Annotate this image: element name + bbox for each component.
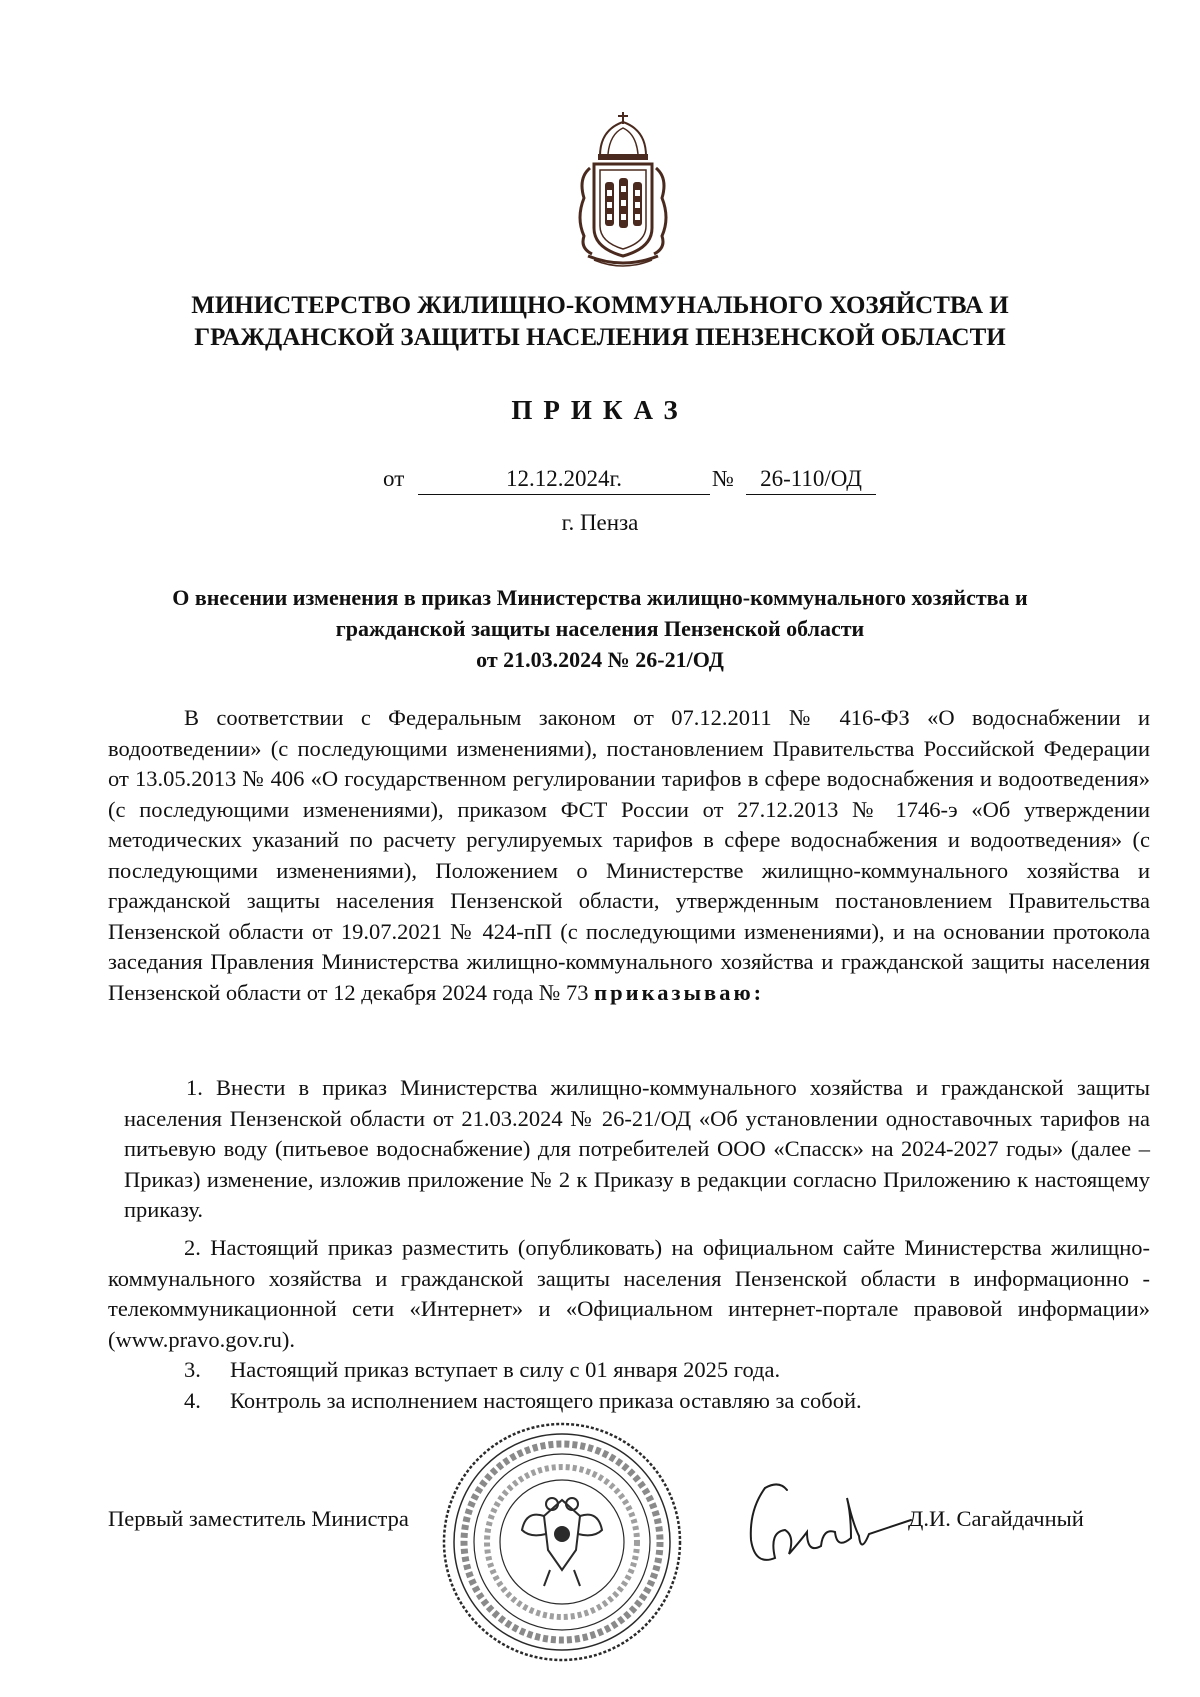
list-item <box>108 1355 1150 1386</box>
ministry-name-line2: ГРАЖДАНСКОЙ ЗАЩИТЫ НАСЕЛЕНИЯ ПЕНЗЕНСКОЙ ОБЛАСТИ <box>194 324 1006 351</box>
signatory-name: Д.И. Сагайдачный <box>908 1506 1084 1531</box>
ministry-name <box>0 290 1200 354</box>
item-number: 3. <box>184 1357 201 1382</box>
preamble-text: В соответствии с Федеральным законом от 07.12.2011 № 416-ФЗ «О водоснабжении и водоотведении» (с последующими изменениями), постановлением Правительства Российской Федерации от 13.05.2013 № 406 «О государственном регулировании тарифов в сфере водоснабжения и водоотведения» (с последующими изменениями), приказом ФСТ России от 27.12.2013 № 1746-э «Об утверждении методических указаний по расчету регулируемых тарифов в сфере водоснабжения и водоотведения» (с последующими изменениями), Положением о Министерстве жилищно-коммунального хозяйства и гражданской защиты населения Пензенской области, утвержденным постановлением Правительства Пензенской области от 19.07.2021 № 424-пП (с последующими изменениями), и на основании протокола заседания Правления Министерства жилищно-коммунального хозяйства и гражданской защиты населения Пензенской области от 12 декабря 2024 года № 73 <box>108 705 1150 1005</box>
order-date: 12.12.2024г. <box>418 466 710 495</box>
official-seal-stamp <box>440 1420 685 1665</box>
heading-line1: О внесении изменения в приказ Министерства жилищно-коммунального хозяйства и <box>172 585 1028 610</box>
item-text: Настоящий приказ разместить (опубликовать) на официальном сайте Министерства жилищно-коммунального хозяйства и гражданской защиты населения Пензенской области в информационно - телекоммуникационной сети «Интернет» и «Официальном интернет-портале правовой информации» (www.pravo.gov.ru). <box>108 1235 1151 1352</box>
item-text: Внести в приказ Министерства жилищно-коммунального хозяйства и гражданской защиты населения Пензенской области от 21.03.2024 № 26-21/ОД «Об установлении одноставочных тарифов на питьевую воду (питьевое водоснабжение) для потребителей ООО «Спасск» на 2024-2027 годы» (далее – Приказ) изменение, изложив приложение № 2 к Приказу в редакции согласно Приложению к настоящему приказу. <box>124 1075 1151 1222</box>
item-number: 1. <box>186 1075 203 1100</box>
list-item <box>108 1233 1150 1355</box>
item-text: Контроль за исполнением настоящего приказа оставляю за собой. <box>230 1388 862 1413</box>
city-name: г. Пенза <box>561 510 639 535</box>
coat-of-arms-emblem <box>570 108 676 268</box>
order-heading <box>100 582 1100 675</box>
heading-line3: от 21.03.2024 № 26-21/ОД <box>476 647 724 672</box>
handwritten-signature <box>735 1470 915 1580</box>
item-number: 4. <box>184 1388 201 1413</box>
preamble-paragraph <box>108 703 1150 1008</box>
order-number: 26-110/ОД <box>746 466 876 495</box>
list-item <box>124 1073 1150 1226</box>
item-text: Настоящий приказ вступает в силу с 01 января 2025 года. <box>230 1357 781 1382</box>
date-label: от <box>383 466 405 491</box>
heading-line2: гражданской защиты населения Пензенской области <box>335 616 865 641</box>
list-item <box>108 1386 1150 1417</box>
ministry-name-line1: МИНИСТЕРСТВО ЖИЛИЩНО-КОММУНАЛЬНОГО ХОЗЯЙСТВА И <box>191 292 1009 319</box>
number-label: № <box>712 466 734 491</box>
directive-word: приказываю: <box>594 979 765 1005</box>
item-number: 2. <box>184 1235 201 1260</box>
document-type-title: ПРИКАЗ <box>511 395 689 425</box>
signatory-role: Первый заместитель Министра <box>108 1506 409 1531</box>
